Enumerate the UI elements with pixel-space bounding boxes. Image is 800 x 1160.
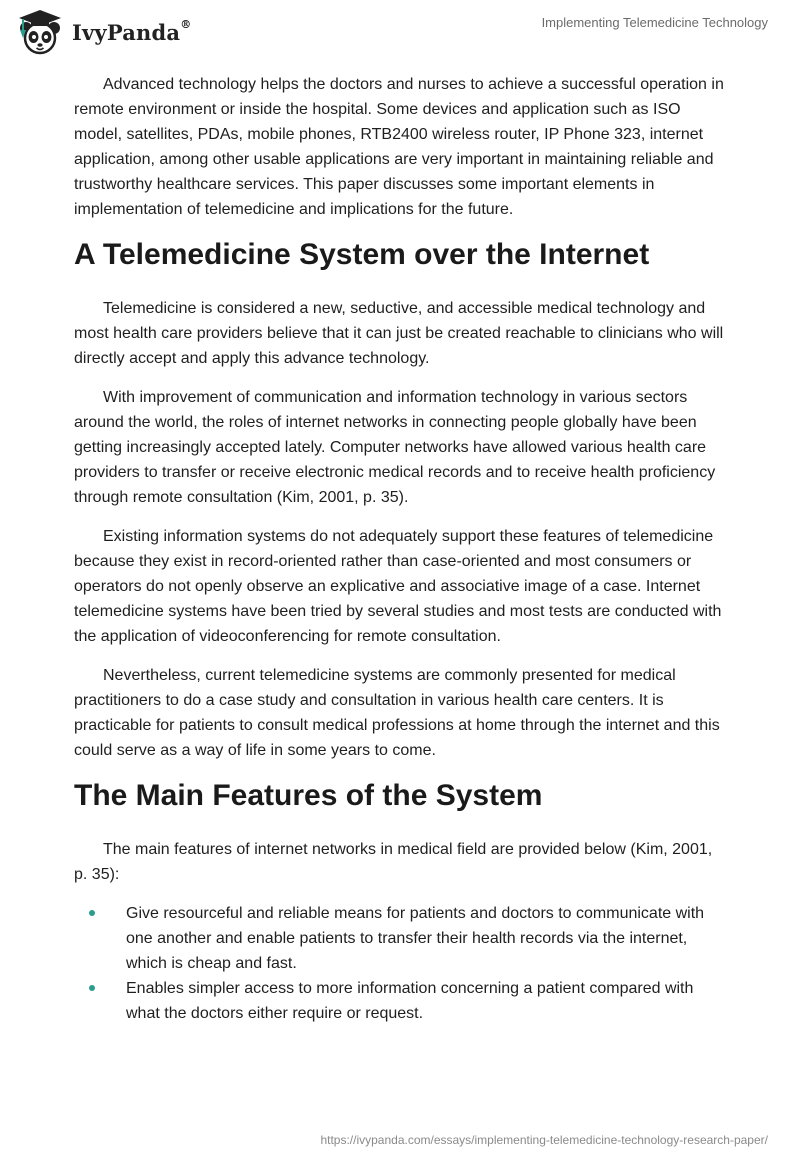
panda-graduate-icon [14, 8, 66, 56]
list-item [74, 976, 726, 1026]
logo-wordmark [72, 17, 192, 45]
paragraph: Existing information systems do not adequately support these features of telemedicine because they exist in record-oriented rather than case-oriented and most consumers or operators do not openly observe an explicative and associative image of a case. Internet telemedicine systems have been tried by several studies and most tests are conducted with the application of videoconferencing for remote consultation. [74, 528, 722, 645]
paragraph: Telemedicine is considered a new, seductive, and accessible medical technology and most health care providers believe that it can just be created reachable to clinicians who will directly accept and apply this advance technology. [74, 300, 724, 367]
registered-mark: ® [180, 17, 192, 31]
list-item-text: Enables simpler access to more information concerning a patient compared with what the doctors either require or request. [126, 980, 694, 1022]
page-header [0, 0, 800, 70]
list-item [74, 901, 726, 976]
features-intro: The main features of internet networks in medical field are provided below (Kim, 2001, p. 35): [74, 841, 713, 883]
list-item-text: Give resourceful and reliable means for patients and doctors to communicate with one another and enable patients to transfer their health records via the internet, which is cheap and fast. [126, 905, 705, 972]
section-heading-main-features: The Main Features of the System [74, 779, 543, 812]
paragraph: Nevertheless, current telemedicine systems are commonly presented for medical practitioners to do a case study and consultation in various health care centers. It is practicable for patients to consult medical professions at home through the internet and this could serve as a way of life in some years to come. [74, 667, 720, 759]
logo-text: IvyPanda [72, 19, 181, 45]
paragraph: With improvement of communication and information technology in various sectors around the world, the roles of internet networks in connecting people globally have been getting increasingly accepted lately. Computer networks have allowed various health care providers to transfer or receive electronic medical records and to receive health proficiency through remote consultation (Kim, 2001, p. 35). [74, 389, 716, 506]
document-title: Implementing Telemedicine Technology [541, 15, 768, 30]
intro-paragraph: Advanced technology helps the doctors and nurses to achieve a successful operation in remote environment or inside the hospital. Some devices and application such as ISO model, satellites, PDAs, mobile phones, RTB2400 wireless router, IP Phone 323, internet application, among other usable applications are very important in maintaining reliable and trustworthy healthcare services. This paper discusses some important elements in implementation of telemedicine and implications for the future. [74, 76, 724, 218]
features-list [74, 901, 726, 1026]
article-body [74, 72, 726, 1026]
section-heading-telemedicine-system: A Telemedicine System over the Internet [74, 238, 650, 271]
source-url[interactable]: https://ivypanda.com/essays/implementing-telemedicine-technology-research-paper/ [320, 1133, 768, 1147]
bullet-icon [89, 985, 95, 991]
bullet-icon [89, 910, 95, 916]
ivypanda-logo[interactable] [14, 8, 191, 56]
